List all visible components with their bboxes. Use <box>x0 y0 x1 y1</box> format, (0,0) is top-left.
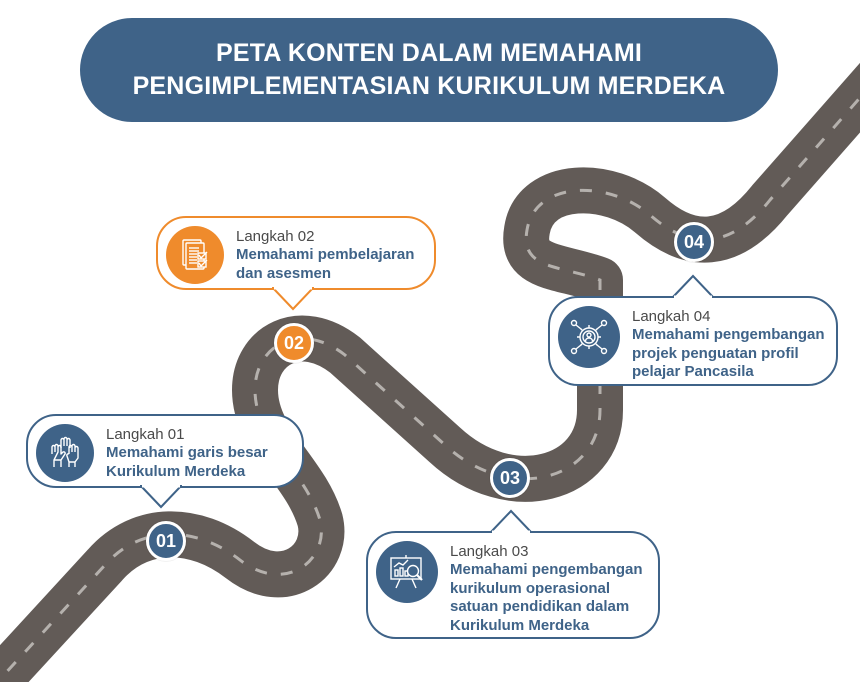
step-card-01 <box>26 414 304 488</box>
raised-hands-icon <box>36 424 94 482</box>
title-line-1: PETA KONTEN DALAM MEMAHAMI <box>215 39 642 67</box>
step-label: Langkah 02 <box>236 228 315 245</box>
step-card-04 <box>548 296 838 386</box>
step-marker-02 <box>274 323 314 363</box>
step-description-line: Kurikulum Merdeka <box>450 616 590 634</box>
step-description-line: Memahami pengembangan <box>450 561 643 578</box>
step-label: Langkah 04 <box>632 308 711 325</box>
checklist-documents-icon <box>166 226 224 284</box>
step-description-line: projek penguatan profil <box>632 344 799 362</box>
step-card-02 <box>156 216 436 290</box>
gear-network-person-icon <box>558 306 620 368</box>
title-line-2: PENGIMPLEMENTASIAN KURIKULUM MERDEKA <box>132 72 726 100</box>
step-description-line: Memahami pengembangan <box>632 326 825 343</box>
step-marker-03 <box>490 458 530 498</box>
bubble-tail <box>140 485 182 509</box>
presentation-analysis-icon <box>376 541 438 603</box>
marker-label: 04 <box>683 231 705 252</box>
bubble-tail <box>490 509 532 533</box>
step-marker-01 <box>146 521 186 561</box>
step-description-line: kurikulum operasional <box>450 579 611 597</box>
step-description-line: satuan pendidikan dalam <box>450 598 630 615</box>
marker-label: 02 <box>283 332 305 353</box>
step-description-line: Memahami pembelajaran <box>236 246 415 263</box>
step-label: Langkah 01 <box>106 426 185 443</box>
bubble-tail <box>272 287 314 311</box>
step-description-line: dan asesmen <box>236 264 332 282</box>
step-description-line: Kurikulum Merdeka <box>106 462 246 480</box>
step-description-line: pelajar Pancasila <box>632 363 754 380</box>
marker-label: 03 <box>499 467 521 488</box>
bubble-tail <box>672 274 714 298</box>
step-card-03 <box>366 531 660 639</box>
title-banner <box>80 18 778 122</box>
marker-label: 01 <box>155 530 177 551</box>
step-description-line: Memahami garis besar <box>106 444 268 461</box>
step-label: Langkah 03 <box>450 543 529 560</box>
step-marker-04 <box>674 222 714 262</box>
